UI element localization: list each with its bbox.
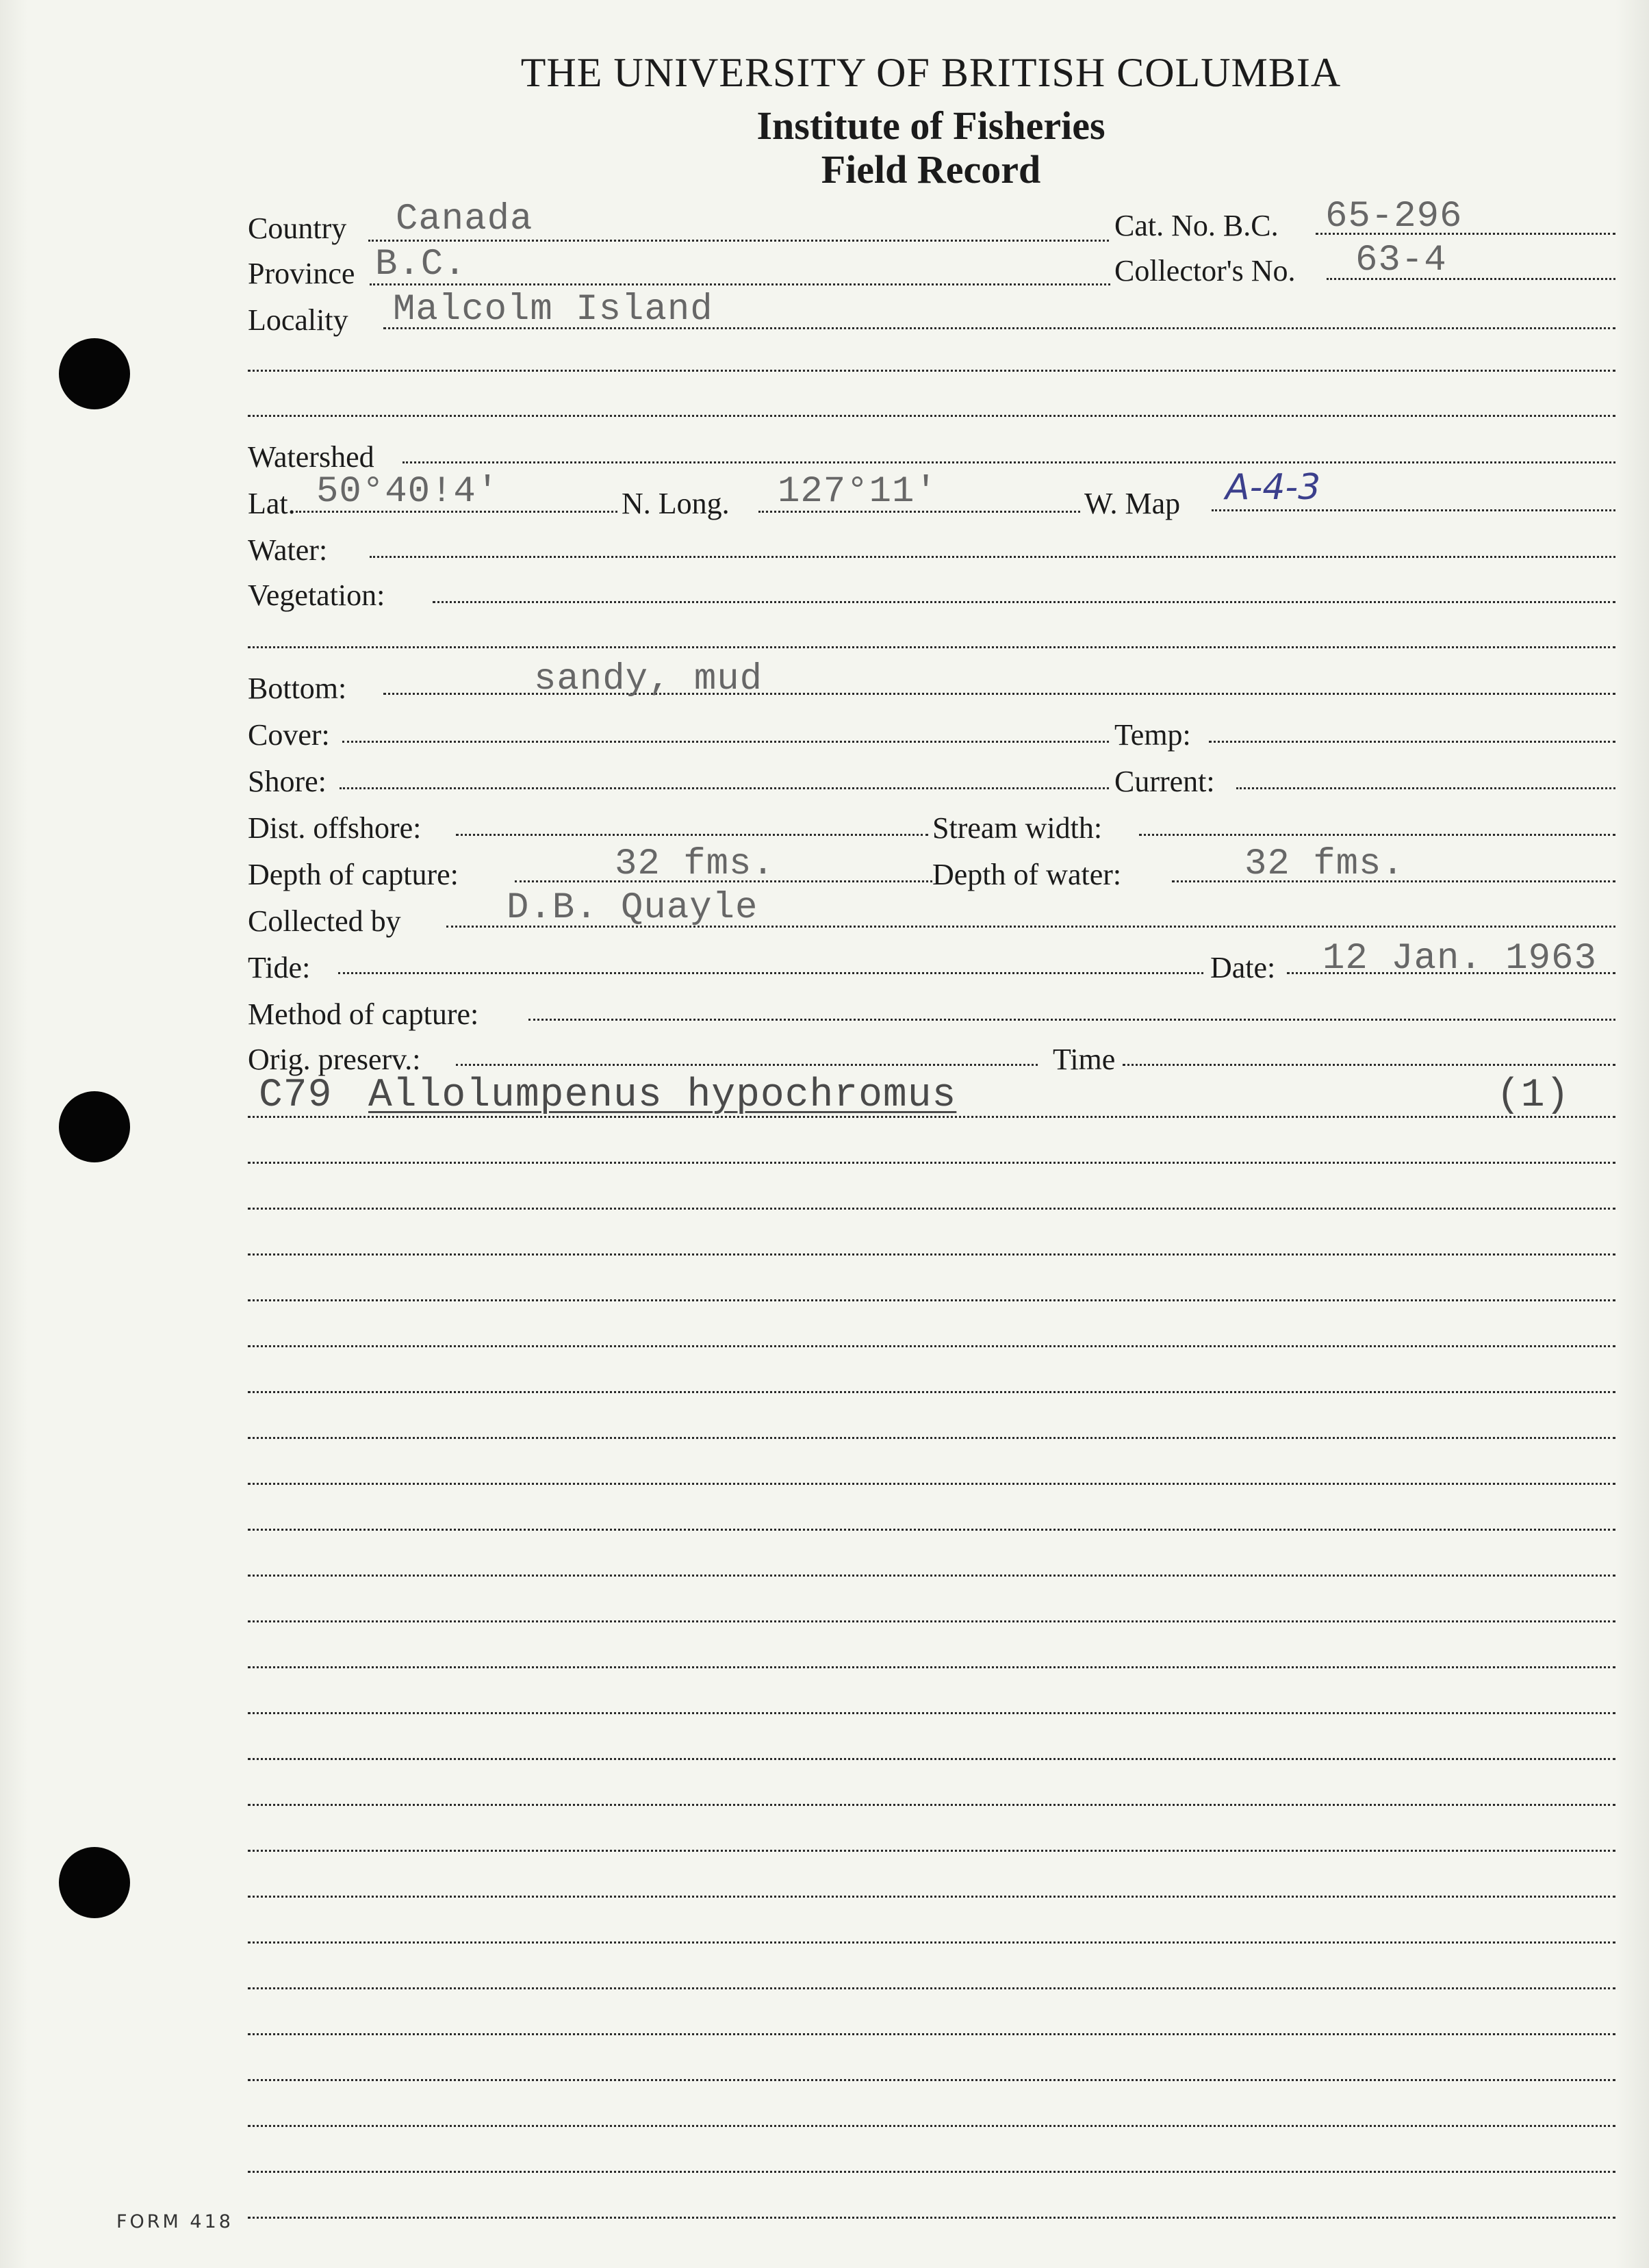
orig-preserv-line xyxy=(456,1064,1038,1066)
ruled-line xyxy=(248,1758,1615,1760)
dist-offshore-line xyxy=(456,834,928,836)
collected-by-label: Collected by xyxy=(248,904,401,938)
ruled-line xyxy=(248,1712,1615,1714)
ruled-line xyxy=(248,1804,1615,1806)
watershed-line xyxy=(402,461,1615,463)
province-label: Province xyxy=(248,257,355,290)
ruled-line xyxy=(248,1208,1615,1210)
locality-value: Malcolm Island xyxy=(393,289,713,331)
punch-hole-bottom xyxy=(59,1847,130,1918)
institute-title: Institute of Fisheries xyxy=(756,103,1105,148)
locality-line-2 xyxy=(248,370,1615,372)
collectors-no-label: Collector's No. xyxy=(1114,254,1296,288)
current-line xyxy=(1236,787,1615,789)
ruled-line xyxy=(248,1299,1615,1301)
specimen-line xyxy=(248,1116,1615,1118)
orig-preserv-label: Orig. preserv.: xyxy=(248,1043,421,1076)
ruled-line xyxy=(248,1437,1615,1439)
map-line xyxy=(1212,509,1615,511)
locality-label: Locality xyxy=(248,303,348,337)
ruled-line xyxy=(248,1987,1615,1989)
depth-capture-label: Depth of capture: xyxy=(248,858,459,891)
vegetation-line-2 xyxy=(248,646,1615,648)
specimen-count: (1) xyxy=(1496,1073,1570,1118)
ruled-line xyxy=(248,1529,1615,1531)
university-title: THE UNIVERSITY OF BRITISH COLUMBIA xyxy=(520,50,1342,95)
method-label: Method of capture: xyxy=(248,997,479,1031)
ruled-line xyxy=(248,1162,1615,1164)
depth-water-value: 32 fms. xyxy=(1244,843,1405,885)
tide-line xyxy=(338,972,1203,974)
lat-label: Lat. xyxy=(248,487,296,520)
tide-label: Tide: xyxy=(248,951,311,984)
method-line xyxy=(528,1019,1615,1021)
ruled-line xyxy=(248,1941,1615,1944)
shore-label: Shore: xyxy=(248,765,327,798)
depth-capture-value: 32 fms. xyxy=(615,843,775,885)
country-value: Canada xyxy=(396,199,533,240)
temp-label: Temp: xyxy=(1114,718,1191,752)
current-label: Current: xyxy=(1114,765,1215,798)
cat-no-label: Cat. No. B.C. xyxy=(1114,209,1279,242)
record-title: Field Record xyxy=(821,147,1041,192)
ruled-line xyxy=(248,1391,1615,1393)
specimen-code: C79 xyxy=(259,1073,333,1118)
lat-value: 50°40!4' xyxy=(316,471,500,513)
province-value: B.C. xyxy=(375,244,467,285)
bottom-label: Bottom: xyxy=(248,672,347,705)
specimen-name: Allolumpenus hypochromus xyxy=(368,1073,957,1118)
date-label: Date: xyxy=(1210,951,1276,984)
ruled-line xyxy=(248,2171,1615,2173)
shore-line xyxy=(340,787,1109,789)
water-line xyxy=(370,556,1615,558)
ruled-line xyxy=(248,1896,1615,1898)
ruled-line xyxy=(248,1345,1615,1347)
province-line xyxy=(370,283,1110,285)
punch-hole-middle xyxy=(59,1091,130,1162)
map-value: A-4-3 xyxy=(1225,467,1321,508)
temp-line xyxy=(1209,741,1615,743)
dist-offshore-label: Dist. offshore: xyxy=(248,811,422,845)
cover-label: Cover: xyxy=(248,718,330,752)
watershed-label: Watershed xyxy=(248,440,374,474)
country-label: Country xyxy=(248,212,347,245)
ruled-line xyxy=(248,2125,1615,2127)
ruled-line xyxy=(248,2033,1615,2035)
ruled-line xyxy=(248,1620,1615,1622)
time-line xyxy=(1123,1064,1615,1066)
ruled-line xyxy=(248,1253,1615,1256)
ruled-line xyxy=(248,1575,1615,1577)
cat-no-value: 65-296 xyxy=(1325,196,1463,238)
ruled-line xyxy=(248,2079,1615,2081)
cover-line xyxy=(342,741,1109,743)
ruled-line xyxy=(248,1483,1615,1485)
bottom-value: sandy, mud xyxy=(534,659,763,700)
vegetation-label: Vegetation: xyxy=(248,578,385,612)
long-value: 127°11' xyxy=(778,471,938,513)
form-number: FORM 418 xyxy=(116,2211,233,2232)
stream-width-label: Stream width: xyxy=(932,811,1103,845)
long-label: N. Long. xyxy=(622,487,730,520)
water-label: Water: xyxy=(248,533,328,567)
ruled-line xyxy=(248,1850,1615,1852)
vegetation-line xyxy=(433,601,1615,603)
punch-hole-top xyxy=(59,338,130,409)
locality-line-3 xyxy=(248,415,1615,417)
time-label: Time xyxy=(1053,1043,1116,1076)
map-label: W. Map xyxy=(1084,487,1181,520)
ruled-line xyxy=(248,2217,1615,2219)
depth-water-label: Depth of water: xyxy=(932,858,1122,891)
collected-by-value: D.B. Quayle xyxy=(507,887,758,929)
date-value: 12 Jan. 1963 xyxy=(1322,938,1597,980)
collectors-no-value: 63-4 xyxy=(1355,240,1447,281)
ruled-line xyxy=(248,1666,1615,1668)
stream-width-line xyxy=(1139,834,1615,836)
